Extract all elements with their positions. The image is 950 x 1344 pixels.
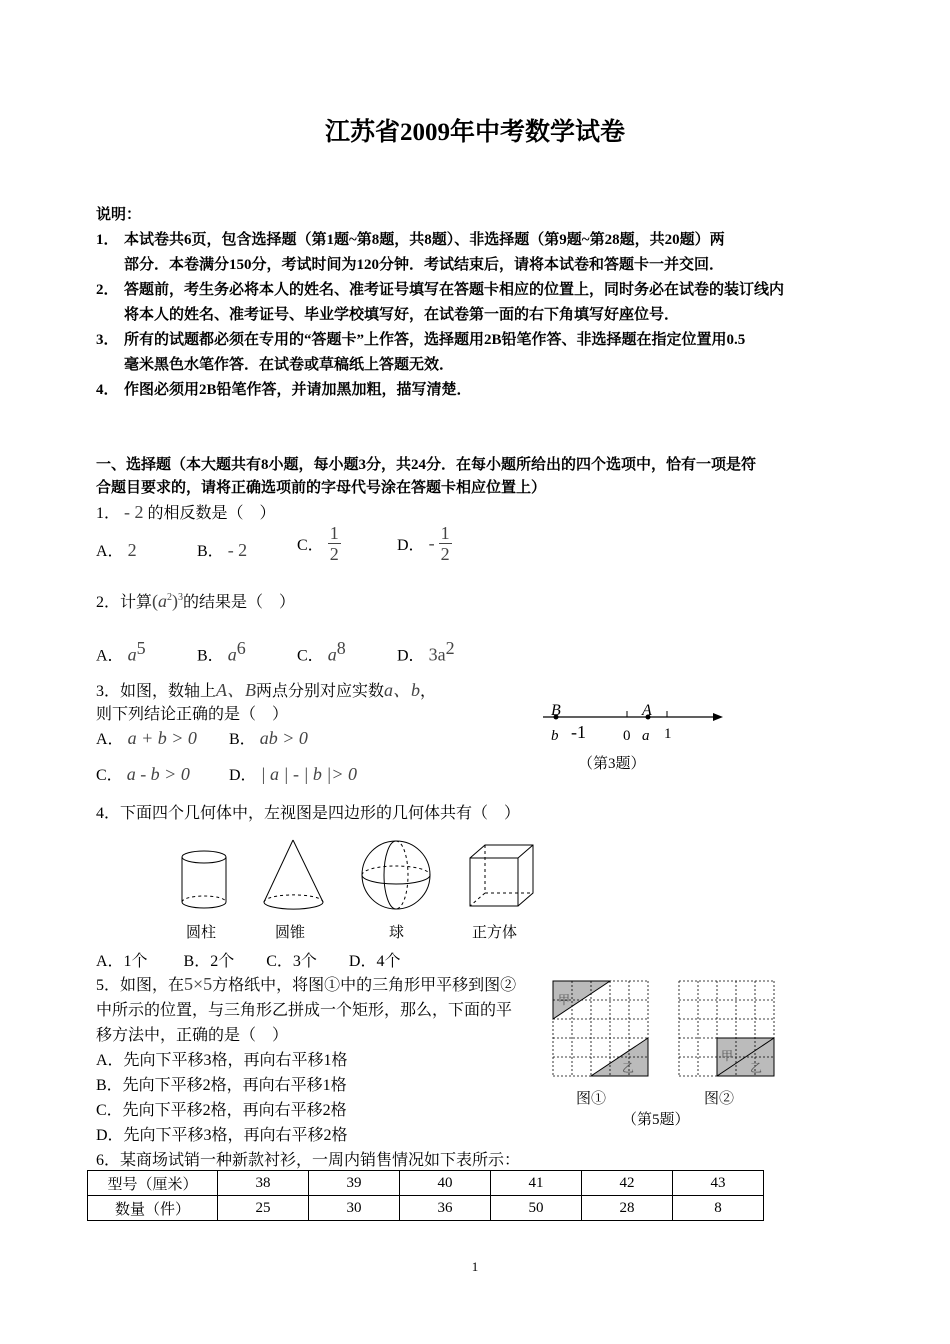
fig1-label: 图① <box>576 1091 607 1107</box>
shape-label-sphere: 球 <box>389 925 405 941</box>
note-1-line2: 部分．本卷满分150分，考试时间为120分钟．考试结束后，请将本试卷和答题卡一并交回． <box>124 257 725 273</box>
cube-icon <box>470 845 533 906</box>
q3-caption: （第3题） <box>578 756 646 772</box>
note-2-line1: 答题前，考生务必将本人的姓名、准考证号填写在答题卡相应的位置上，同时务必在试卷的装订线内 <box>124 282 785 298</box>
table-row <box>88 1171 764 1196</box>
note-3-num: 3． <box>96 332 119 348</box>
page-title: 江苏省2009年中考数学试卷 <box>324 119 625 146</box>
label-a: a <box>642 728 650 744</box>
label-yi: 乙 <box>622 1061 635 1075</box>
table-cell: 38 <box>218 1171 309 1196</box>
row-header: 型号（厘米） <box>88 1171 218 1196</box>
notes-heading: 说明： <box>96 207 142 223</box>
note-1-line1: 本试卷共6页，包含选择题（第1题~第8题，共8题）、非选择题（第9题~第28题，共20题）两 <box>124 232 725 248</box>
q3-option-c: C． a - b > 0 <box>96 764 190 784</box>
question-5-line3: 移方法中，正确的是（ ） <box>96 1027 289 1044</box>
q1-option-c: C． $\frac{1}{2}$ <box>297 523 339 564</box>
label-jia: 甲 <box>721 1049 734 1063</box>
q5-caption: （第5题） <box>622 1112 690 1128</box>
label-one: 1 <box>664 726 672 742</box>
note-2-num: 2． <box>96 282 119 298</box>
note-4-num: 4． <box>96 382 119 398</box>
sphere-icon <box>362 841 430 909</box>
label-B: B <box>551 702 561 719</box>
q3-option-a: A． a + b > 0 <box>96 728 197 748</box>
table-cell: 30 <box>309 1196 400 1221</box>
row-header: 数量（件） <box>88 1196 218 1221</box>
q1-option-a: A． 2 <box>96 540 137 560</box>
question-1 <box>96 500 276 523</box>
table-cell: 39 <box>309 1171 400 1196</box>
table-cell: 50 <box>491 1196 582 1221</box>
label-zero: 0 <box>623 728 631 744</box>
q2-option-b: B． $a^6$ <box>197 638 246 665</box>
cone-icon <box>264 840 323 909</box>
q2-option-c: C． $a^8$ <box>297 638 346 665</box>
q5-option-d: D．先向下平移3格，再向右平移2格 <box>96 1127 348 1144</box>
q5-option-a: A．先向下平移3格，再向右平移1格 <box>96 1052 348 1069</box>
table-cell: 40 <box>400 1171 491 1196</box>
table-cell: 41 <box>491 1171 582 1196</box>
table-cell: 25 <box>218 1196 309 1221</box>
question-5-line2: 中所示的位置，与三角形乙拼成一个矩形，那么，下面的平 <box>96 1002 513 1019</box>
fig2-label: 图② <box>704 1091 735 1107</box>
q5-option-c: C．先向下平移2格，再向右平移2格 <box>96 1102 347 1119</box>
solids-figure <box>170 835 550 915</box>
table-cell: 43 <box>673 1171 764 1196</box>
question-4: 4．下面四个几何体中，左视图是四边形的几何体共有（ ） <box>96 805 521 822</box>
q3-option-b: B． ab > 0 <box>229 728 308 748</box>
table-row <box>88 1196 764 1221</box>
fraction: $\frac{1}{2}$ <box>329 523 339 564</box>
q5-option-b: B．先向下平移2格，再向右平移1格 <box>96 1077 347 1094</box>
number-line-figure <box>535 698 735 748</box>
table-cell: 42 <box>582 1171 673 1196</box>
q1-option-b: B． - 2 <box>197 540 248 560</box>
note-3-line2: 毫米黑色水笔作答．在试卷或草稿纸上答题无效． <box>124 357 455 373</box>
fraction: $\frac{1}{2}$ <box>440 523 450 564</box>
q1-expr: - 2 <box>124 502 144 522</box>
triangle-yi <box>591 1038 648 1076</box>
grid-figure-1 <box>552 980 652 1080</box>
q2-option-a: A． $a^5$ <box>96 638 146 665</box>
question-3-line1: 3．如图，数轴上A、B两点分别对应实数a、b， <box>96 680 437 700</box>
table-cell: 36 <box>400 1196 491 1221</box>
question-5-line1: 5．如图，在5×5方格纸中，将图①中的三角形甲平移到图② <box>96 974 517 994</box>
grid-figure-2 <box>678 980 778 1080</box>
page-number: 1 <box>471 1259 479 1274</box>
label-minus-one: -1 <box>571 722 586 742</box>
q3-option-d: D． | a | - | b |> 0 <box>229 764 357 784</box>
q1-option-d: D． - $\frac{1}{2}$ <box>397 523 450 564</box>
label-yi: 乙 <box>750 1061 763 1075</box>
q1-text: 的相反数是（ ） <box>147 505 276 522</box>
q4-options: A．1个 B．2个 C．3个 D．4个 <box>96 953 401 970</box>
section-heading-line1: 一、选择题（本大题共有8小题，每小题3分，共24分．在每小题所给出的四个选项中，恰有一项是符 <box>96 457 757 473</box>
q2-expr: $(a^2)^3$ <box>152 591 184 611</box>
note-2-line2: 将本人的姓名、准考证号、毕业学校填写好，在试卷第一面的右下角填写好座位号． <box>124 307 680 323</box>
section-heading-line2: 合题目要求的，请将正确选项前的字母代号涂在答题卡相应位置上） <box>96 480 547 496</box>
shape-label-cube: 正方体 <box>472 925 518 941</box>
sales-table <box>87 1170 764 1221</box>
arrow-head-icon <box>713 713 723 721</box>
note-3-line1: 所有的试题都必须在专用的“答题卡”上作答，选择题用2B铅笔作答、非选择题在指定位置用0.5 <box>124 332 746 348</box>
label-A: A <box>642 702 652 719</box>
note-4-line1: 作图必须用2B铅笔作答，并请加黑加粗，描写清楚． <box>124 382 472 398</box>
q2-option-d: D． $3a^2$ <box>397 638 455 665</box>
label-jia: 甲 <box>558 993 571 1007</box>
table-cell: 8 <box>673 1196 764 1221</box>
question-6: 6．某商场试销一种新款衬衫，一周内销售情况如下表所示： <box>96 1152 521 1169</box>
note-1-num: 1． <box>96 232 119 248</box>
q1-num: 1． <box>96 505 121 522</box>
question-2: 2．计算$(a^2)^3$的结果是（ ） <box>96 591 296 611</box>
question-3-line2: 则下列结论正确的是（ ） <box>96 706 289 723</box>
shape-label-cylinder: 圆柱 <box>186 925 217 941</box>
table-cell: 28 <box>582 1196 673 1221</box>
cylinder-icon <box>182 851 226 908</box>
shape-label-cone: 圆锥 <box>275 925 306 941</box>
label-b: b <box>551 728 559 744</box>
